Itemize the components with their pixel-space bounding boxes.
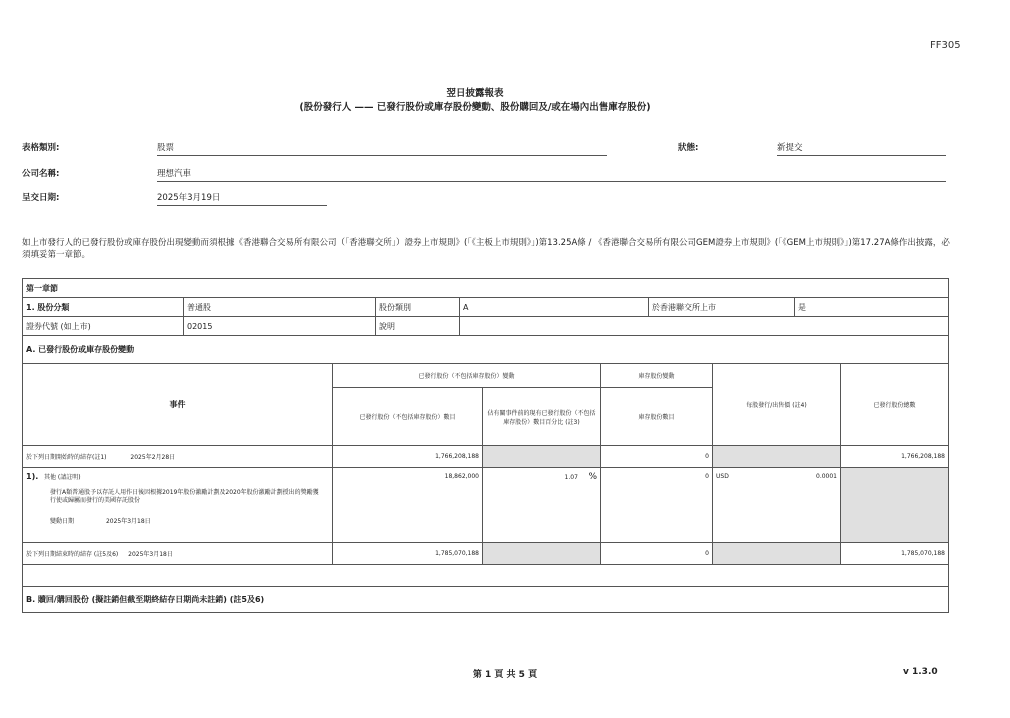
price-currency: USD <box>716 473 729 480</box>
page-subtitle: (股份發行人 —— 已發行股份或庫存股份變動、股份購回及/或在場內出售庫存股份) <box>299 102 651 113</box>
closing-treasury: 0 <box>601 543 713 565</box>
form-type-label: 表格類別: <box>22 143 60 153</box>
treasury-change-header: 庫存股份變動 <box>601 364 713 388</box>
event-number: 1). <box>26 472 39 481</box>
date-value: 2025年3月19日 <box>157 191 327 206</box>
opening-price-empty <box>713 446 841 468</box>
opening-percent-empty <box>483 446 601 468</box>
form-code: FF305 <box>930 40 961 51</box>
company-value: 理想汽車 <box>157 167 946 182</box>
event-description: 發行A類普通股予以存託人用作日後因根據2019年股份激勵計劃及2020年股份激勵計劃授出的獎勵獲行使或歸屬而發行的美國存託股份 <box>50 489 319 504</box>
page-title: 翌日披露報表 <box>446 88 504 99</box>
share-type-value: A <box>460 298 649 316</box>
event-total-empty <box>841 468 949 543</box>
change-date-value: 2025年3月18日 <box>105 518 151 525</box>
event-type: 其他 (請註明) <box>44 474 81 481</box>
form-type-value: 股票 <box>157 141 607 156</box>
listed-label: 於香港聯交所上市 <box>649 298 795 316</box>
opening-issued: 1,766,208,188 <box>333 446 483 468</box>
closing-balance-date: 2025年3月18日 <box>128 551 173 558</box>
version: v 1.3.0 <box>903 667 938 677</box>
issued-count-header: 已發行股份（不包括庫存股份）數目 <box>333 388 483 446</box>
status-value: 新提交 <box>777 141 946 156</box>
opening-total: 1,766,208,188 <box>841 446 949 468</box>
disclosure-note: 如上市發行人的已發行股份或庫存股份出現變動而須根據《香港聯合交易所有限公司（「香港聯交所」）證券上市規則》(「《主板上市規則》」)第13.25A條 / 《香港聯合交易所有限公司GEM證券上市規則》(「《GEM上市規則》」)第17.27A條作出披露，必須填妥第一章節。 <box>22 238 950 260</box>
share-class-label: 1. 股份分類 <box>23 298 184 316</box>
share-type-label: 股份類別 <box>376 298 460 316</box>
date-label: 呈交日期: <box>22 193 60 203</box>
treasury-count-header: 庫存股份數目 <box>601 388 713 446</box>
closing-total: 1,785,070,188 <box>841 543 949 565</box>
disclosure-table <box>22 278 949 613</box>
event-issued: 18,862,000 <box>333 468 483 543</box>
total-issued-header: 已發行股份總數 <box>841 364 949 446</box>
opening-balance-date: 2025年2月28日 <box>130 454 176 461</box>
section1-title: 第一章節 <box>23 279 949 298</box>
event-percent: 1.07 <box>564 474 578 481</box>
opening-balance-label: 於下列日期開始時的結存(註1) <box>26 454 107 461</box>
listed-value: 是 <box>798 302 806 312</box>
price-header: 每股發行/出售價 (註4) <box>713 364 841 446</box>
description-label: 說明 <box>376 317 460 335</box>
description-value <box>460 317 948 335</box>
percent-unit: % <box>588 472 597 482</box>
status-label: 狀態: <box>678 143 699 153</box>
issued-change-header: 已發行股份（不包括庫存股份）變動 <box>333 364 601 388</box>
closing-balance-label: 於下列日期結束時的結存 (註5及6) <box>26 551 119 558</box>
page-number: 第 1 頁 共 5 頁 <box>472 670 538 680</box>
event-header: 事件 <box>23 364 333 446</box>
closing-issued: 1,785,070,188 <box>333 543 483 565</box>
share-class-value: 普通股 <box>184 298 376 316</box>
sectionA-title: A. 已發行股份或庫存股份變動 <box>23 336 949 364</box>
spacer-row <box>23 565 949 587</box>
event-treasury: 0 <box>601 468 713 543</box>
closing-percent-empty <box>483 543 601 565</box>
sectionB-title: B. 贖回/購回股份 (擬註銷但截至期終結存日期尚未註銷) (註5及6) <box>23 587 949 613</box>
price-value: 0.0001 <box>816 473 837 480</box>
closing-price-empty <box>713 543 841 565</box>
change-date-label: 變動日期 <box>50 518 75 525</box>
stock-code-label: 證券代號 (如上市) <box>23 317 184 335</box>
percent-header: 佔有關事件前的現有已發行股份（不包括庫存股份）數目百分比 (註3) <box>483 388 601 446</box>
stock-code-value: 02015 <box>184 317 376 335</box>
company-label: 公司名稱: <box>22 169 60 179</box>
opening-treasury: 0 <box>601 446 713 468</box>
